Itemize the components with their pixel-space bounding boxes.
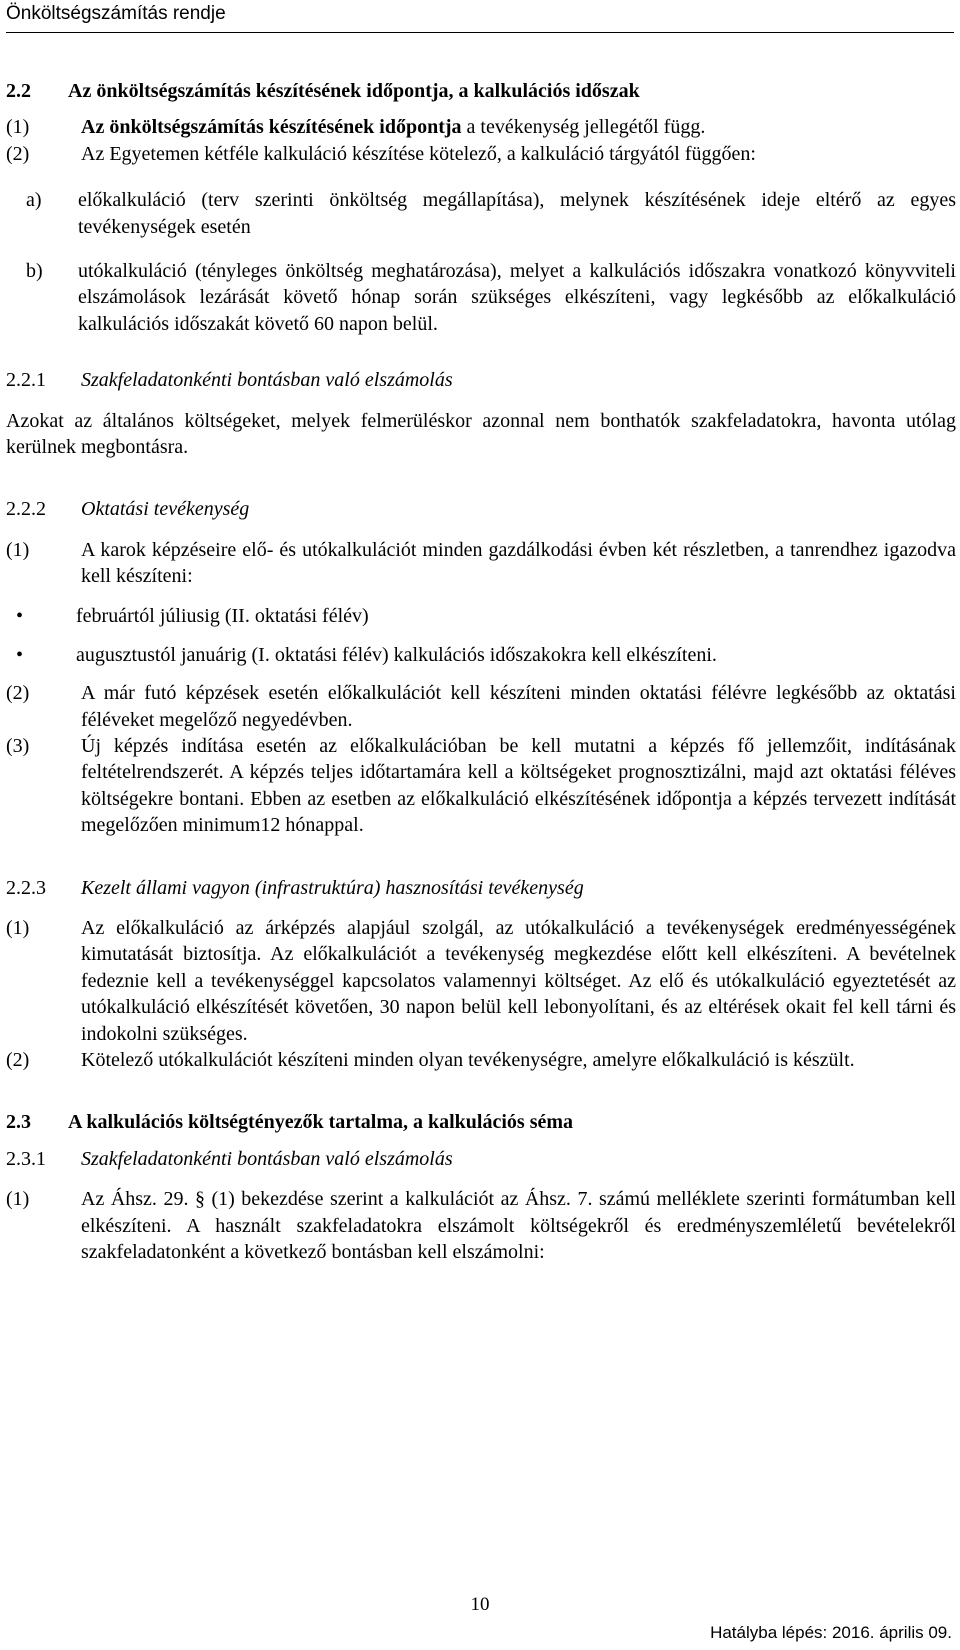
bullet-item [6,603,956,629]
effective-date: Hatályba lépés: 2016. április 09. [710,1623,952,1642]
item-text: Az Egyetemen kétféle kalkuláció készítése kötelező, a kalkuláció tárgyától függően: [81,142,756,165]
section-heading-2-2 [6,78,956,104]
paragraph-2-2-1 [6,114,956,140]
sub-item-b [6,258,956,337]
section-title: Kezelt állami vagyon (infrastruktúra) hasznosítási tevékenység [81,876,584,899]
running-header [6,0,954,33]
section-title: Szakfeladatonkénti bontásban való elszámolás [81,369,453,392]
item-label: (1) [6,916,30,939]
section-heading-2-2-1 [6,367,956,393]
sub-label: a) [26,189,42,212]
bold-term: Az önköltségszámítás készítésének időpontja [81,116,462,139]
section-title: Szakfeladatonkénti bontásban való elszámolás [81,1147,453,1170]
section-number: 2.2 [6,80,31,102]
bullet-dot: • [16,643,24,666]
section-title: A kalkulációs költségtényezők tartalma, a kalkulációs séma [68,1111,574,1134]
item-label: (3) [6,735,30,758]
document-body [6,78,956,1265]
item-label: (2) [6,1048,30,1071]
item-text: Az előkalkuláció az árképzés alapjául szolgál, az utókalkuláció a tevékenységek eredményességének kimutatását biztosítja. Az előkalkulációt a tevékenység megkezdése előtt kell elkészíteni. A bevételnek fedeznie kell a tevékenységgel kapcsolatos valamennyi költséget. Az elő és utókalkuláció egyeztetését az utókalkuláció elkészítését követően, 30 napon belül kell lebonyolítani, és az eltérések okait fel kell tárni és indokolni szükséges. [81,916,956,1045]
paragraph-2-2-2-2 [6,680,956,733]
section-heading-2-2-2 [6,496,956,522]
item-label: (1) [6,1188,30,1211]
section-heading-2-2-3 [6,875,956,901]
item-text: Kötelező utókalkulációt készíteni minden olyan tevékenységre, amelyre előkalkuláció is készült. [81,1048,855,1071]
item-label: (2) [6,142,30,165]
bullet-text: augusztustól januárig (I. oktatási félév) kalkulációs időszakokra kell elkészíteni. [76,643,717,666]
paragraph-2-2-2-3 [6,733,956,839]
bullet-text: februártól júliusig (II. oktatási félév) [76,605,369,628]
section-title: Oktatási tevékenység [81,498,250,521]
paragraph-2-2-2-1 [6,537,956,590]
section-title: Az önköltségszámítás készítésének időpontja, a kalkulációs időszak [68,80,640,102]
sub-text: utókalkuláció (tényleges önköltség meghatározása), melyet a kalkulációs időszakra vonatkozó könyvviteli elszámolások lezárását követő hónap során szükséges elkészíteni, vagy legkésőbb az előkalkuláció kalkulációs időszakát követő 60 napon belül. [78,259,956,335]
paragraph-2-2-3-1 [6,915,956,1047]
bullet-item [6,642,956,668]
page-number: 10 [470,1594,490,1615]
paragraph-2-2-3-2 [6,1047,956,1073]
item-label: (2) [6,682,30,705]
paragraph-2-3-1-1 [6,1186,956,1265]
sub-text: előkalkuláció (terv szerinti önköltség megállapítása), melynek készítésének ideje eltérő az egyes tevékenységek esetén [78,189,956,238]
bullet-dot: • [16,605,24,628]
section-number: 2.3.1 [6,1147,46,1170]
paragraph-2-2-2 [6,141,956,167]
section-heading-2-3-1 [6,1146,956,1172]
item-text: Új képzés indítása esetén az előkalkulációban be kell mutatni a képzés fő jellemzőit, indításának feltételrendszerét. A képzés teljes időtartamára kell a költségeket prognosztizálni, majd azt oktatási féléves költségekre bontani. Ebben az esetben az előkalkuláció elkészítésének időpontja a képzés tervezett indítását megelőzően minimum12 hónappal. [81,735,956,837]
item-label: (1) [6,116,30,139]
section-heading-2-3 [6,1109,956,1135]
item-text: a tevékenység jellegétől függ. [461,116,706,139]
header-title: Önköltségszámítás rendje [6,3,226,24]
section-number: 2.2.3 [6,876,46,899]
sub-label: b) [26,259,43,282]
item-label: (1) [6,538,30,561]
item-text: A karok képzéseire elő- és utókalkulációt minden gazdálkodási évben két részletben, a tanrendhez igazodva kell készíteni: [81,538,956,588]
section-number: 2.2.2 [6,498,46,521]
item-text: Az Áhsz. 29. § (1) bekezdése szerint a kalkulációt az Áhsz. 7. számú melléklete szerinti formátumban kell elkészíteni. A használt szakfeladatokra elszámolt költségekről és eredményszemléletű bevételekről szakfeladatonként a következő bontásban kell elszámolni: [81,1188,956,1263]
sub-item-a [6,187,956,240]
item-text: A már futó képzések esetén előkalkulációt kell készíteni minden oktatási félévre legkésőbb az oktatási féléveket megelőző negyedévben. [81,682,956,731]
section-number: 2.3 [6,1111,31,1134]
section-number: 2.2.1 [6,369,46,392]
paragraph-2-2-1-text: Azokat az általános költségeket, melyek felmerüléskor azonnal nem bonthatók szakfeladatokra, havonta utólag kerülnek megbontásra. [6,409,956,458]
